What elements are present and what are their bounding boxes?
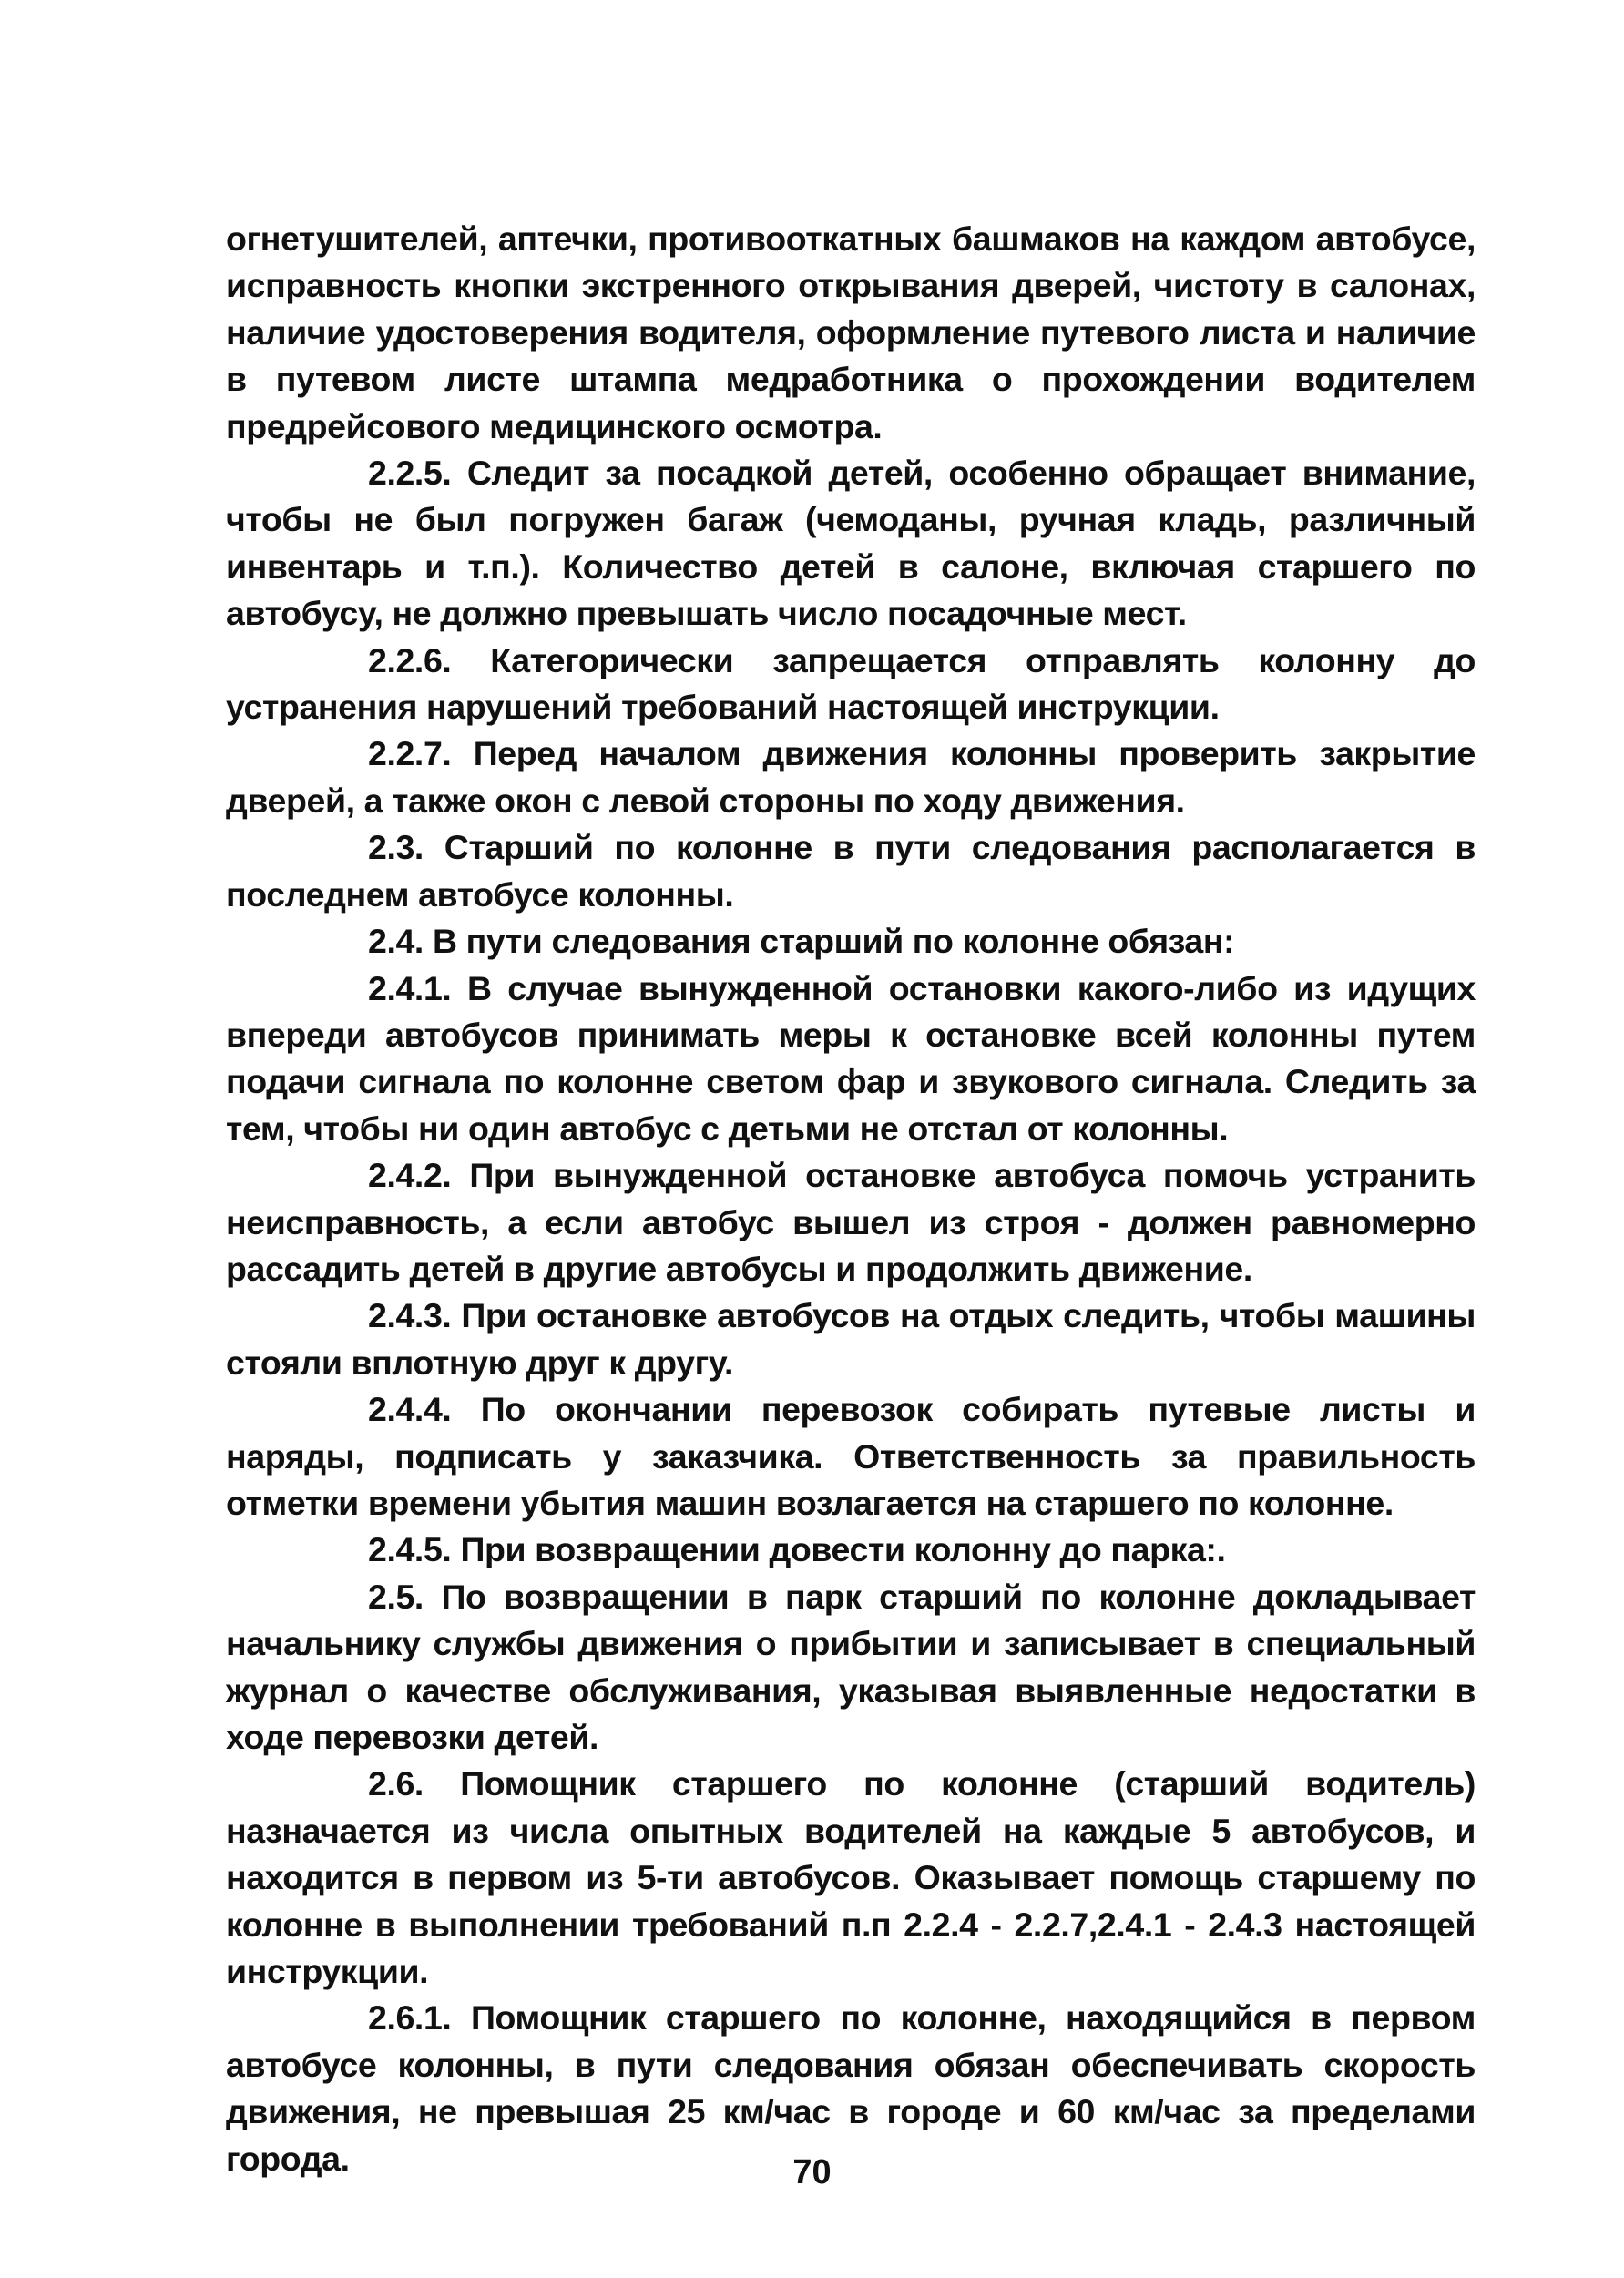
page-number: 70	[792, 2153, 832, 2191]
paragraph-2-3: 2.3. Старший по колонне в пути следования располагается в последнем автобусе колонны.	[226, 828, 1476, 914]
paragraph-2-6: 2.6. Помощник старшего по колонне (старший водитель) назначается из числа опытных водителей на каждые 5 автобусов, и находится в первом из 5-ти автобусов. Оказывает помощь старшему по колонне в выполнении требований п.п 2.2.4 - 2.2.7,2.4.1 - 2.4.3 настоящей инструкции.	[226, 1764, 1476, 1991]
paragraph-2-4-3: 2.4.3. При остановке автобусов на отдых следить, чтобы машины стояли вплотную друг к другу.	[226, 1296, 1476, 1382]
paragraph-2-4-2: 2.4.2. При вынужденной остановке автобуса помочь устранить неисправность, а если автобус вышел из строя - должен равномерно рассадить детей в другие автобусы и продолжить движение.	[226, 1156, 1476, 1288]
paragraph-2-4-1: 2.4.1. В случае вынужденной остановки какого-либо из идущих впереди автобусов принимать меры к остановке всей колонны путем подачи сигнала по колонне светом фар и звукового сигнала. Следить за тем, чтобы ни один автобус с детьми не отстал от колонны.	[226, 968, 1476, 1148]
paragraph-continued: огнетушителей, аптечки, противооткатных башмаков на каждом автобусе, исправность кнопки экстренного открывания дверей, чистоту в салонах, наличие удостоверения водителя, оформление путевого листа и наличие в путевом листе штампа медработника о прохождении водителем предрейсового медицинского осмотра.	[226, 220, 1476, 445]
paragraph-2-4-4: 2.4.4. По окончании перевозок собирать путевые листы и наряды, подписать у заказчика. Ответственность за правильность отметки времени убытия машин возлагается на старшего по колонне.	[226, 1390, 1476, 1522]
paragraph-2-4-5: 2.4.5. При возвращении довести колонну до парка:.	[368, 1530, 1226, 1569]
paragraph-2-2-7: 2.2.7. Перед началом движения колонны проверить закрытие дверей, а также окон с левой стороны по ходу движения.	[226, 734, 1476, 820]
paragraph-2-6-1: 2.6.1. Помощник старшего по колонне, находящийся в первом автобусе колонны, в пути следования обязан обеспечивать скорость движения, не превышая 25 км/час в городе и 60 км/час за пределами города.	[226, 1998, 1476, 2178]
paragraph-2-4: 2.4. В пути следования старший по колонне обязан:	[368, 922, 1235, 961]
paragraph-2-2-5: 2.2.5. Следит за посадкой детей, особенно обращает внимание, чтобы не был погружен багаж (чемоданы, ручная кладь, различный инвентарь и т.п.). Количество детей в салоне, включая старшего по автобусу, не должно превышать число посадочные мест.	[226, 454, 1476, 633]
document-body	[226, 216, 1476, 2182]
paragraph-2-5: 2.5. По возвращении в парк старший по колонне докладывает начальнику службы движения о прибытии и записывает в специальный журнал о качестве обслуживания, указывая выявленные недостатки в ходе перевозки детей.	[226, 1577, 1476, 1756]
paragraph-2-2-6: 2.2.6. Категорически запрещается отправлять колонну до устранения нарушений требований настоящей инструкции.	[226, 640, 1476, 727]
